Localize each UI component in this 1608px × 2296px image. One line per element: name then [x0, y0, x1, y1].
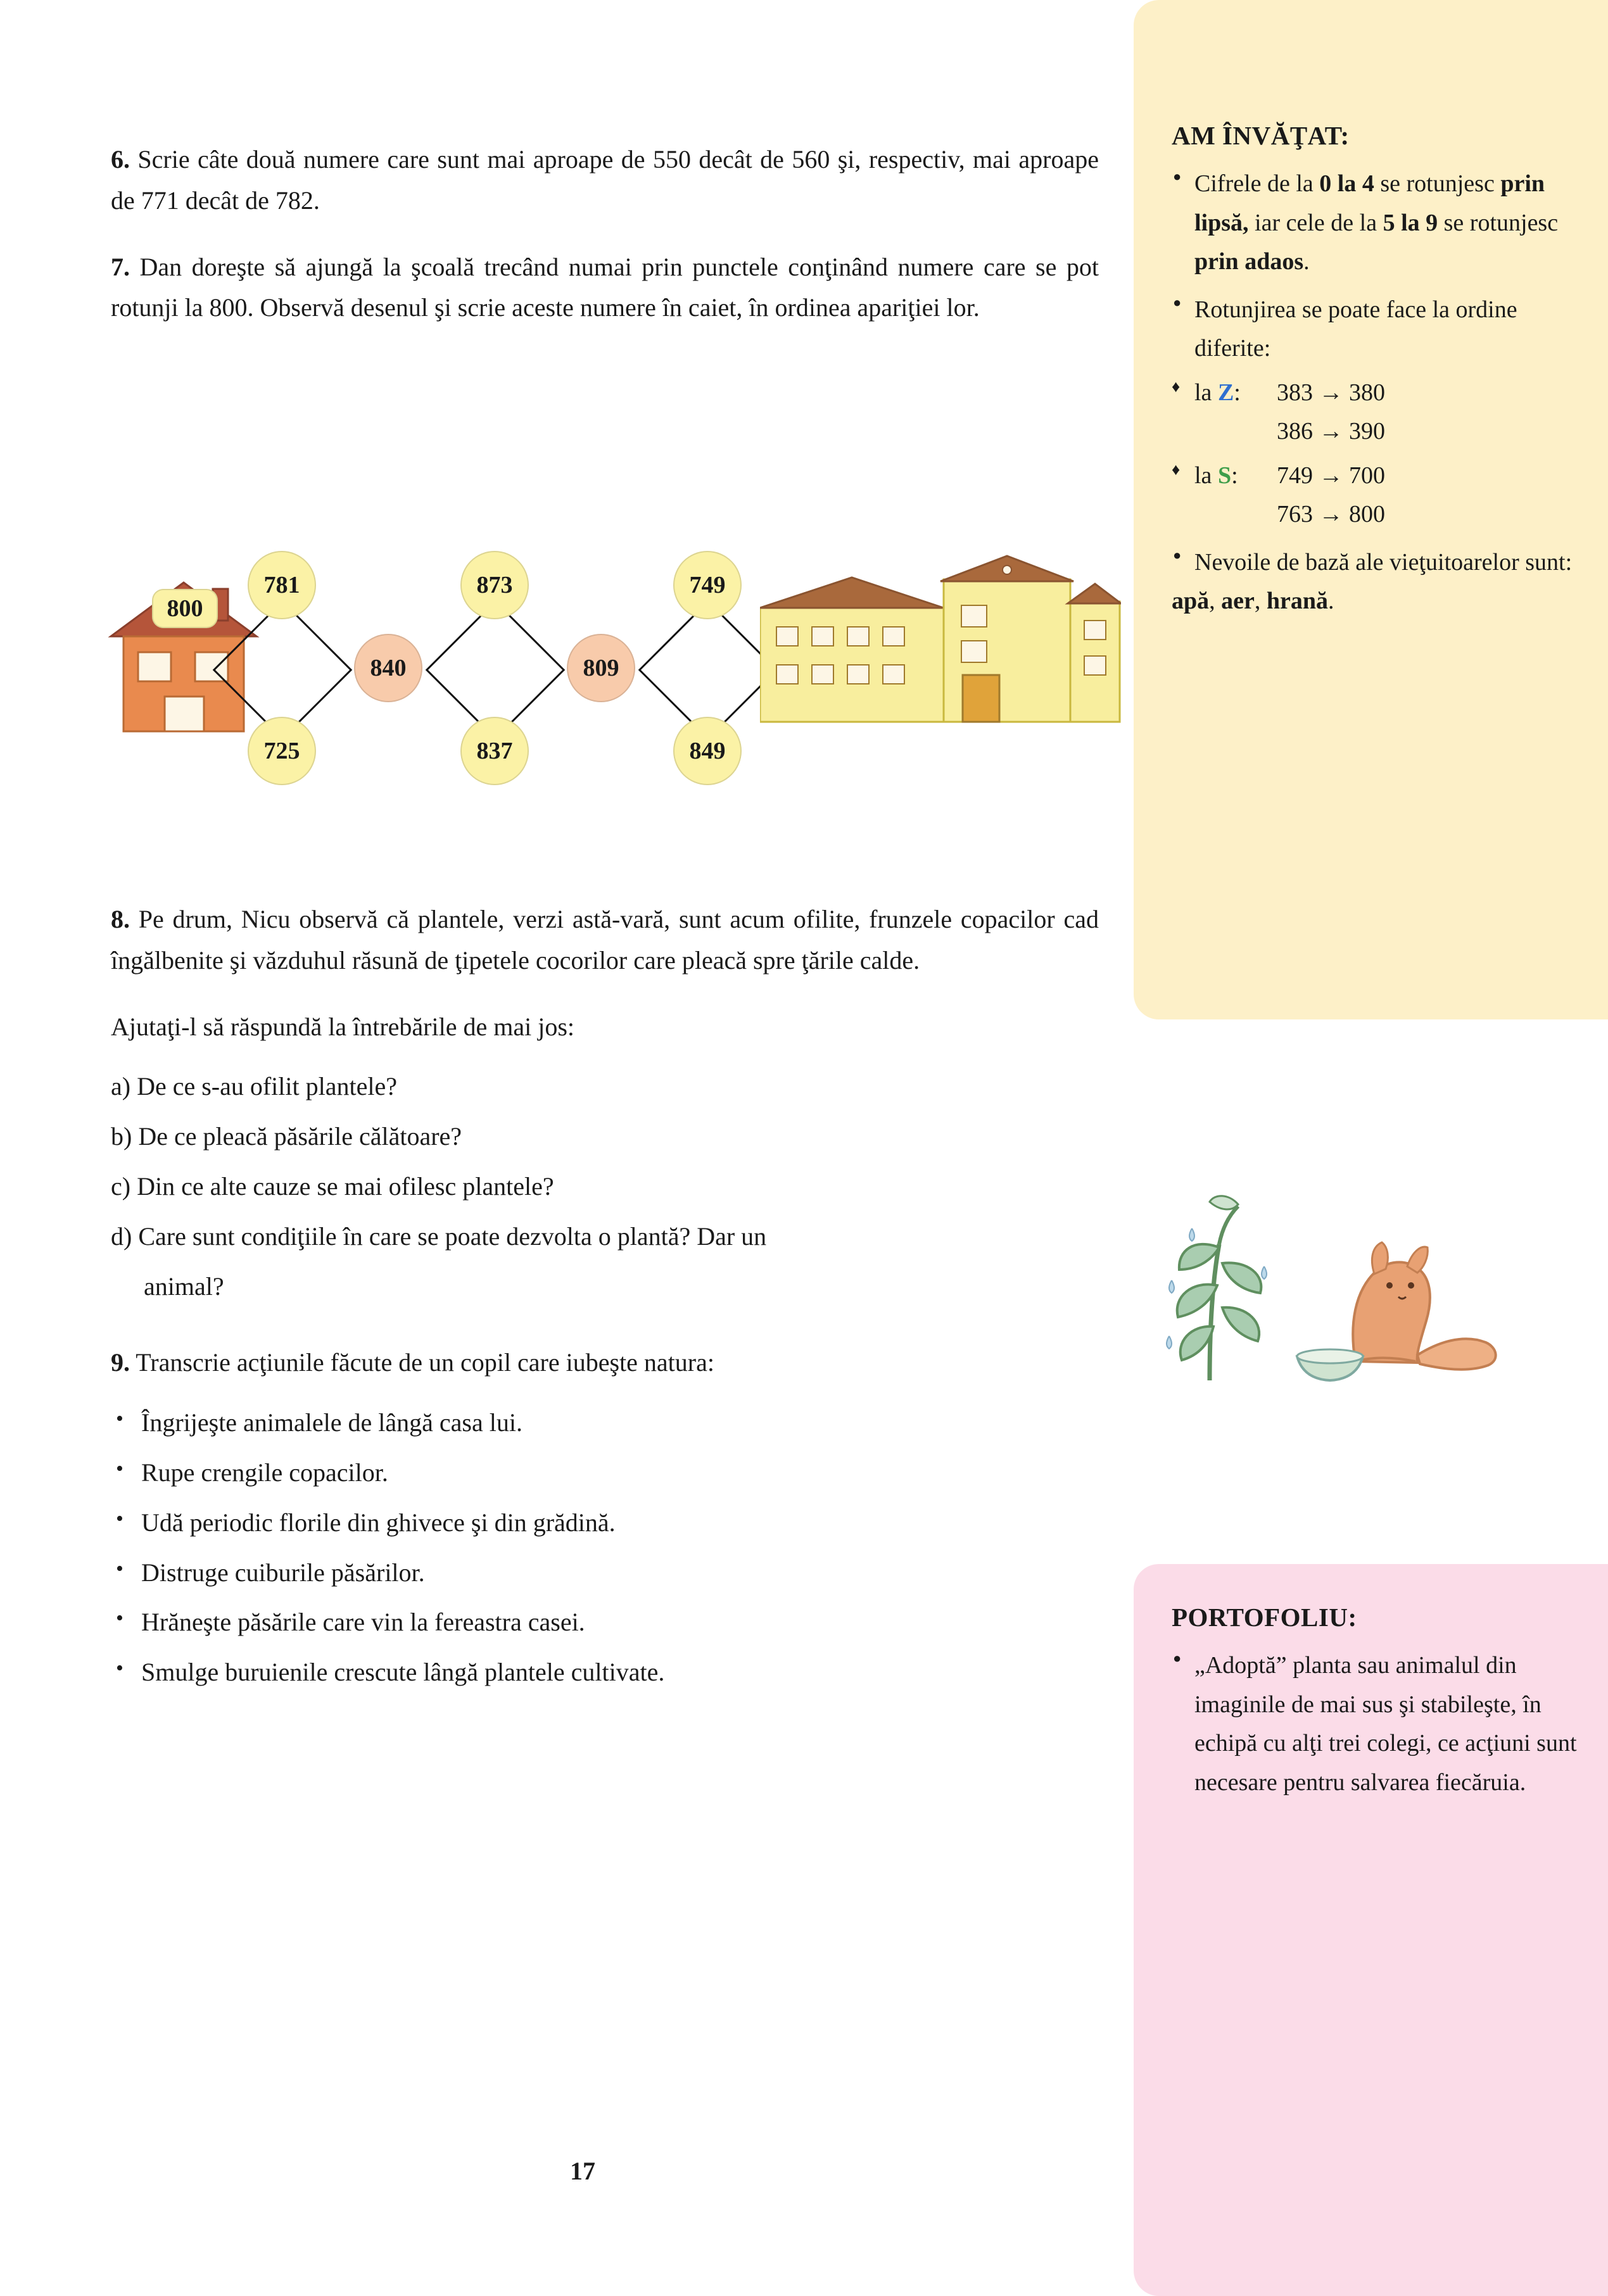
diagram-node-top-1: 781 — [248, 551, 316, 619]
diagram-node-bottom-1: 725 — [248, 717, 316, 785]
school-illustration-right — [760, 545, 1121, 735]
plant-and-fox-illustration — [1134, 1133, 1526, 1399]
exercise-8-number: 8. — [111, 905, 130, 933]
exercise-6-number: 6. — [111, 145, 130, 173]
list-item: • Hrăneşte păsările care vin la fereastra casei. — [111, 1602, 1099, 1643]
exercise-7-number: 7. — [111, 252, 130, 281]
question-item-a: a) De ce s-au ofilit plantele? — [111, 1072, 397, 1101]
question-item-d-cont: animal? — [144, 1271, 224, 1301]
exercise-6-text: Scrie câte două numere care sunt mai aproape de 550 decât de 560 şi, respectiv, mai aproape de 771 decât de 782. — [111, 145, 1099, 215]
list-item: • Distruge cuiburile păsărilor. — [111, 1553, 1099, 1594]
diagram-node-bottom-2: 837 — [460, 717, 529, 785]
list-item: • Rupe crengile copacilor. — [111, 1453, 1099, 1494]
diagram-node-bottom-3: 849 — [673, 717, 742, 785]
rounding-value-1: 383 → 380 — [1277, 379, 1385, 406]
exercise-6 — [111, 139, 1099, 222]
question-item-d: d) Care sunt condiţiile în care se poate dezvolta o plantă? Dar un — [111, 1221, 767, 1251]
letter-Z: Z — [1217, 379, 1234, 406]
exercise-7-text: Dan doreşte să ajungă la şcoală trecând numai prin punctele conţinând numere care se pot rotunji la 800. Observă desenul şi scrie aceste numere în caiet, în ordinea apariţiei lor. — [111, 252, 1099, 322]
learned-box-rule-1: ● Cifrele de la 0 la 4 se rotunjesc prin lipsă, iar cele de la 5 la 9 se rotunjesc prin adaos. — [1172, 165, 1577, 282]
main-content-column — [111, 114, 1099, 348]
learned-box — [1134, 0, 1608, 1019]
exercise-9 — [111, 1342, 1099, 1384]
learned-box-title: AM ÎNVĂŢAT: — [1172, 121, 1350, 150]
exercise-8-question-list — [111, 1066, 1099, 1307]
exercise-9-text: Transcrie acţiunile făcute de un copil care iubeşte natura: — [130, 1348, 714, 1377]
question-item-c: c) Din ce alte cauze se mai ofilesc plantele? — [111, 1171, 554, 1201]
rounding-row-S-2: 763 → 800 — [1277, 501, 1385, 528]
diagram-node-mid-1: 840 — [354, 634, 422, 702]
list-item: • Udă periodic florile din ghivece şi din grădină. — [111, 1503, 1099, 1544]
exercise-8 — [111, 899, 1099, 981]
rounding-row-S: ♦ la S: 749 → 700 — [1172, 457, 1577, 496]
diagram-house-label: 800 — [152, 589, 218, 628]
learned-box-needs: apă, aer, hrană. — [1172, 588, 1334, 615]
list-item: • Smulge buruienile crescute lângă plantele cultivate. — [111, 1652, 1099, 1693]
rounding-value-3: 749 → 700 — [1277, 462, 1385, 489]
exercise-9-number: 9. — [111, 1348, 130, 1377]
question-item-b: b) De ce pleacă păsările călătoare? — [111, 1122, 462, 1151]
exercise-8-prompt: Ajutaţi-l să răspundă la întrebările de mai jos: — [111, 1012, 574, 1041]
diagram-node-top-2: 873 — [460, 551, 529, 619]
number-path-diagram — [89, 513, 1121, 842]
diagram-node-mid-2: 809 — [567, 634, 635, 702]
portfolio-box-text: ● „Adoptă” planta sau animalul din imaginile de mai sus şi stabileşte, în echipă cu alţi trei colegi, ce acţiuni sunt necesare pentru salvarea fiecăruia. — [1172, 1646, 1577, 1802]
rounding-row-Z: ♦ la Z: 383 → 380 — [1172, 374, 1577, 413]
diagram-node-top-3: 749 — [673, 551, 742, 619]
portfolio-box-title: PORTOFOLIU: — [1172, 1603, 1357, 1632]
learned-box-rule-3: ● Nevoile de bază ale vieţuitoarelor sunt: — [1172, 543, 1577, 583]
portfolio-box — [1134, 1564, 1608, 2296]
exercise-7 — [111, 247, 1099, 329]
exercise-8-text: Pe drum, Nicu observă că plantele, verzi astă-vară, sunt acum ofilite, frunzele copacilor cad îngălbenite şi văzduhul răsună de ţipetele cocorilor care pleacă spre ţările calde. — [111, 905, 1099, 975]
list-item: • Îngrijeşte animalele de lângă casa lui. — [111, 1403, 1099, 1444]
page-number: 17 — [570, 2157, 595, 2185]
main-content-column-2 — [111, 874, 1099, 1702]
learned-box-rule-2: ● Rotunjirea se poate face la ordine diferite: — [1172, 291, 1577, 369]
letter-S: S — [1217, 462, 1232, 489]
rounding-row-Z-2: 386 → 390 — [1277, 418, 1385, 445]
exercise-9-bullet-list — [111, 1403, 1099, 1693]
